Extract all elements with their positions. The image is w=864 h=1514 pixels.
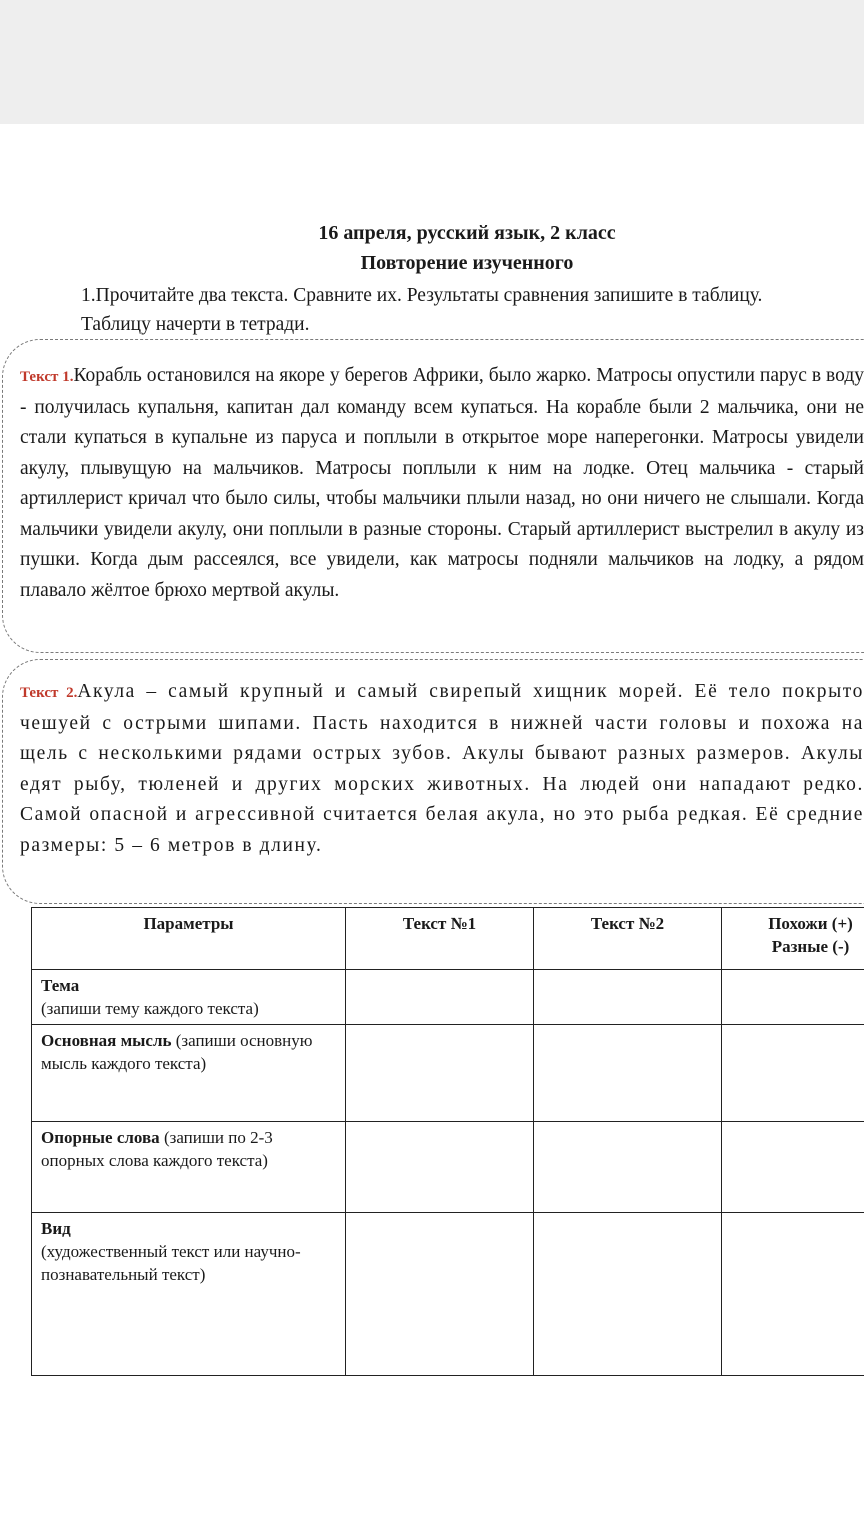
text2-body: Акула – самый крупный и самый свирепый хищник морей. Её тело покрыто чешуей с острыми шипами. Пасть находится в нижней части головы и похожа на щель с несколькими рядами острых зубов. Акулы бывают разных размеров. Акулы едят рыбу, тюленей и других морских животных. На людей они нападают редко. Самой опасной и агрессивной считается белая акула, но это рыба редкая. Её средние размеры: 5 – 6 метров в длину. <box>20 681 864 856</box>
top-gray-band <box>0 0 864 124</box>
row-type-label <box>32 1213 346 1376</box>
row-main-idea-label <box>32 1025 346 1122</box>
text1-label: Текст 1. <box>20 369 74 385</box>
answer-cell[interactable] <box>534 1122 722 1213</box>
page-title: 16 апреля, русский язык, 2 класс <box>318 222 616 244</box>
row-topic-label <box>32 970 346 1025</box>
header-text1: Текст №1 <box>346 908 534 970</box>
answer-cell[interactable] <box>346 1025 534 1122</box>
task-instruction: 1.Прочитайте два текста. Сравните их. Результаты сравнения запишите в таблицу. Таблицу начерти в тетради. <box>81 285 763 335</box>
answer-cell[interactable] <box>722 1213 864 1376</box>
header-different: Разные (-) <box>771 937 850 956</box>
answer-cell[interactable] <box>346 1213 534 1376</box>
header-parameters: Параметры <box>32 908 346 970</box>
row-type-title: Вид <box>41 1219 71 1238</box>
answer-cell[interactable] <box>722 970 864 1025</box>
row-keywords-title: Опорные слова <box>41 1128 160 1147</box>
table-row <box>32 1213 864 1376</box>
answer-cell[interactable] <box>346 1122 534 1213</box>
text1-block <box>20 361 864 606</box>
row-topic-title: Тема <box>41 976 80 995</box>
table-row <box>32 1122 864 1213</box>
answer-cell[interactable] <box>534 1213 722 1376</box>
answer-cell[interactable] <box>722 1025 864 1122</box>
answer-cell[interactable] <box>346 970 534 1025</box>
row-main-idea-note: (запиши основную мысль каждого текста) <box>41 1031 313 1073</box>
row-type-note: (художественный текст или научно-познавательный текст) <box>41 1242 301 1284</box>
text2-label: Текст 2. <box>20 685 78 701</box>
text1-body: Корабль остановился на якоре у берегов Африки, было жарко. Матросы опустили парус в воду - получилась купальня, капитан дал команду всем купаться. На корабле были 2 мальчика, они не стали купаться в купальне из паруса и поплыли в открытое море наперегонки. Матросы увидели акулу, плывущую на мальчиков. Матросы поплыли к ним на лодке. Отец мальчика - старый артиллерист кричал что было силы, чтобы мальчики плыли назад, но они ничего не слышали. Когда мальчики увидели акулу, они поплыли в разные стороны. Старый артиллерист выстрелил в акулу из пушки. Когда дым рассеялся, все увидели, как матросы подняли мальчиков на лодку, а рядом плавало жёлтое брюхо мертвой акулы. <box>20 365 864 601</box>
table-header-row <box>32 908 864 970</box>
header-text2: Текст №2 <box>534 908 722 970</box>
row-main-idea-title: Основная мысль <box>41 1031 172 1050</box>
row-keywords-label <box>32 1122 346 1213</box>
table-row <box>32 1025 864 1122</box>
answer-cell[interactable] <box>534 1025 722 1122</box>
header-similar-different <box>722 908 864 970</box>
comparison-table <box>31 907 864 1376</box>
row-keywords-note: (запиши по 2-3 опорных слова каждого текста) <box>41 1128 273 1170</box>
header-similar: Похожи (+) <box>768 914 853 933</box>
row-topic-note: (запиши тему каждого текста) <box>41 999 259 1018</box>
answer-cell[interactable] <box>722 1122 864 1213</box>
table-row <box>32 970 864 1025</box>
text2-block <box>20 677 864 861</box>
answer-cell[interactable] <box>534 970 722 1025</box>
page-subtitle: Повторение изученного <box>360 252 574 274</box>
